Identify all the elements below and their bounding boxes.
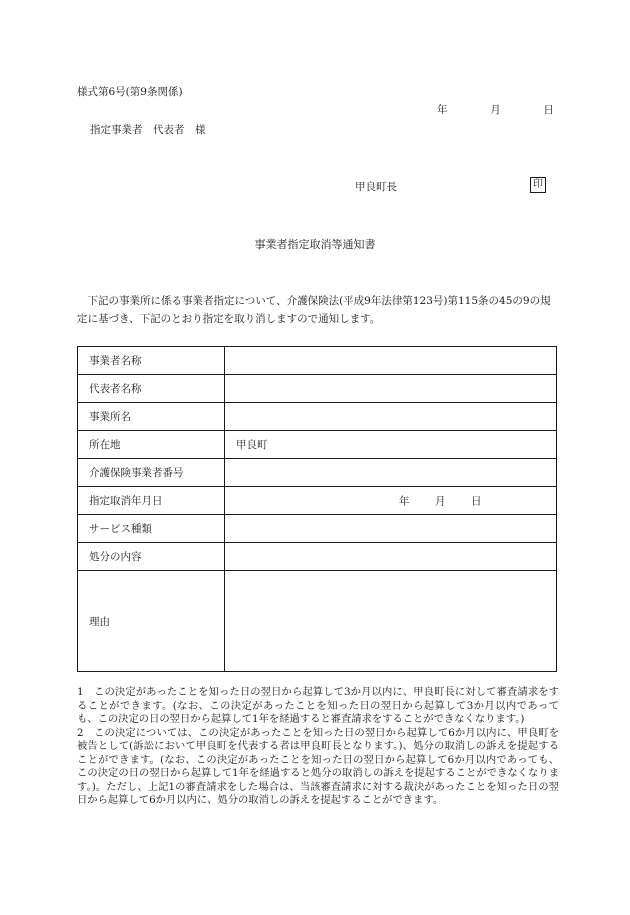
table-row	[78, 375, 557, 403]
cancel-year-label: 年	[399, 495, 410, 507]
table-row	[78, 347, 557, 375]
cancel-month-label: 月	[435, 495, 446, 507]
issue-date	[437, 102, 554, 117]
row-label: サービス種類	[78, 515, 225, 543]
row-value[interactable]	[225, 543, 557, 571]
row-label: 指定取消年月日	[78, 487, 225, 515]
note-item: 2 この決定については、この決定があったことを知った日の翌日から起算して6か月以内に、甲良町を被告として(訴訟において甲良町を代表する者は甲良町長となります。)、処分の取消しの訴えを提起することができます。(なお、この決定があったことを知った日の翌日から起算して6か月以内であっても、この決定の日の翌日から起算して1年を経過すると処分の取消しの訴えを提起することができなくなります。)。ただし、上記1の審査請求をした場合は、当該審査請求に対する裁決があったことを知った日の翌日から起算して6か月以内に、処分の取消しの訴えを提起することができます。	[77, 726, 559, 806]
table-row	[78, 403, 557, 431]
row-label: 介護保険事業者番号	[78, 459, 225, 487]
row-label: 事業所名	[78, 403, 225, 431]
date-month-label: 月	[490, 104, 501, 116]
row-label: 理由	[78, 571, 225, 672]
note-item: 1 この決定があったことを知った日の翌日から起算して3か月以内に、甲良町長に対して審査請求をすることができます。(なお、この決定があったことを知った日の翌日から起算して3か月以内であっても、この決定の日の翌日から起算して1年を経過すると審査請求をすることができなくなります。)	[77, 686, 559, 725]
table-row	[78, 515, 557, 543]
row-value[interactable]	[225, 459, 557, 487]
row-label: 処分の内容	[78, 543, 225, 571]
table-row	[78, 487, 557, 515]
seal-mark: 印	[530, 177, 546, 193]
table-row	[78, 431, 557, 459]
info-table	[77, 346, 557, 672]
row-label: 事業者名称	[78, 347, 225, 375]
addressee: 指定事業者 代表者 様	[90, 124, 206, 136]
row-label: 所在地	[78, 431, 225, 459]
form-number: 様式第6号(第9条関係)	[77, 86, 183, 98]
table-row	[78, 543, 557, 571]
notes-section	[77, 686, 559, 808]
row-label: 代表者名称	[78, 375, 225, 403]
row-value[interactable]	[225, 515, 557, 543]
issuer-name: 甲良町長	[355, 181, 397, 193]
row-value[interactable]	[225, 403, 557, 431]
date-year-label: 年	[437, 104, 448, 116]
cancel-date-value[interactable]	[225, 487, 557, 515]
cancel-day-label: 日	[471, 495, 482, 507]
document-title: 事業者指定取消等通知書	[254, 238, 376, 251]
intro-paragraph: 下記の事業所に係る事業者指定について、介護保険法(平成9年法律第123号)第115条の45の9の規定に基づき、下記のとおり指定を取り消しますので通知します。	[77, 295, 551, 325]
date-day-label: 日	[543, 104, 554, 116]
row-value[interactable]	[225, 375, 557, 403]
row-value[interactable]	[225, 347, 557, 375]
table-row	[78, 459, 557, 487]
row-value[interactable]: 甲良町	[225, 431, 557, 459]
reason-value[interactable]	[225, 571, 557, 672]
table-row	[78, 571, 557, 672]
